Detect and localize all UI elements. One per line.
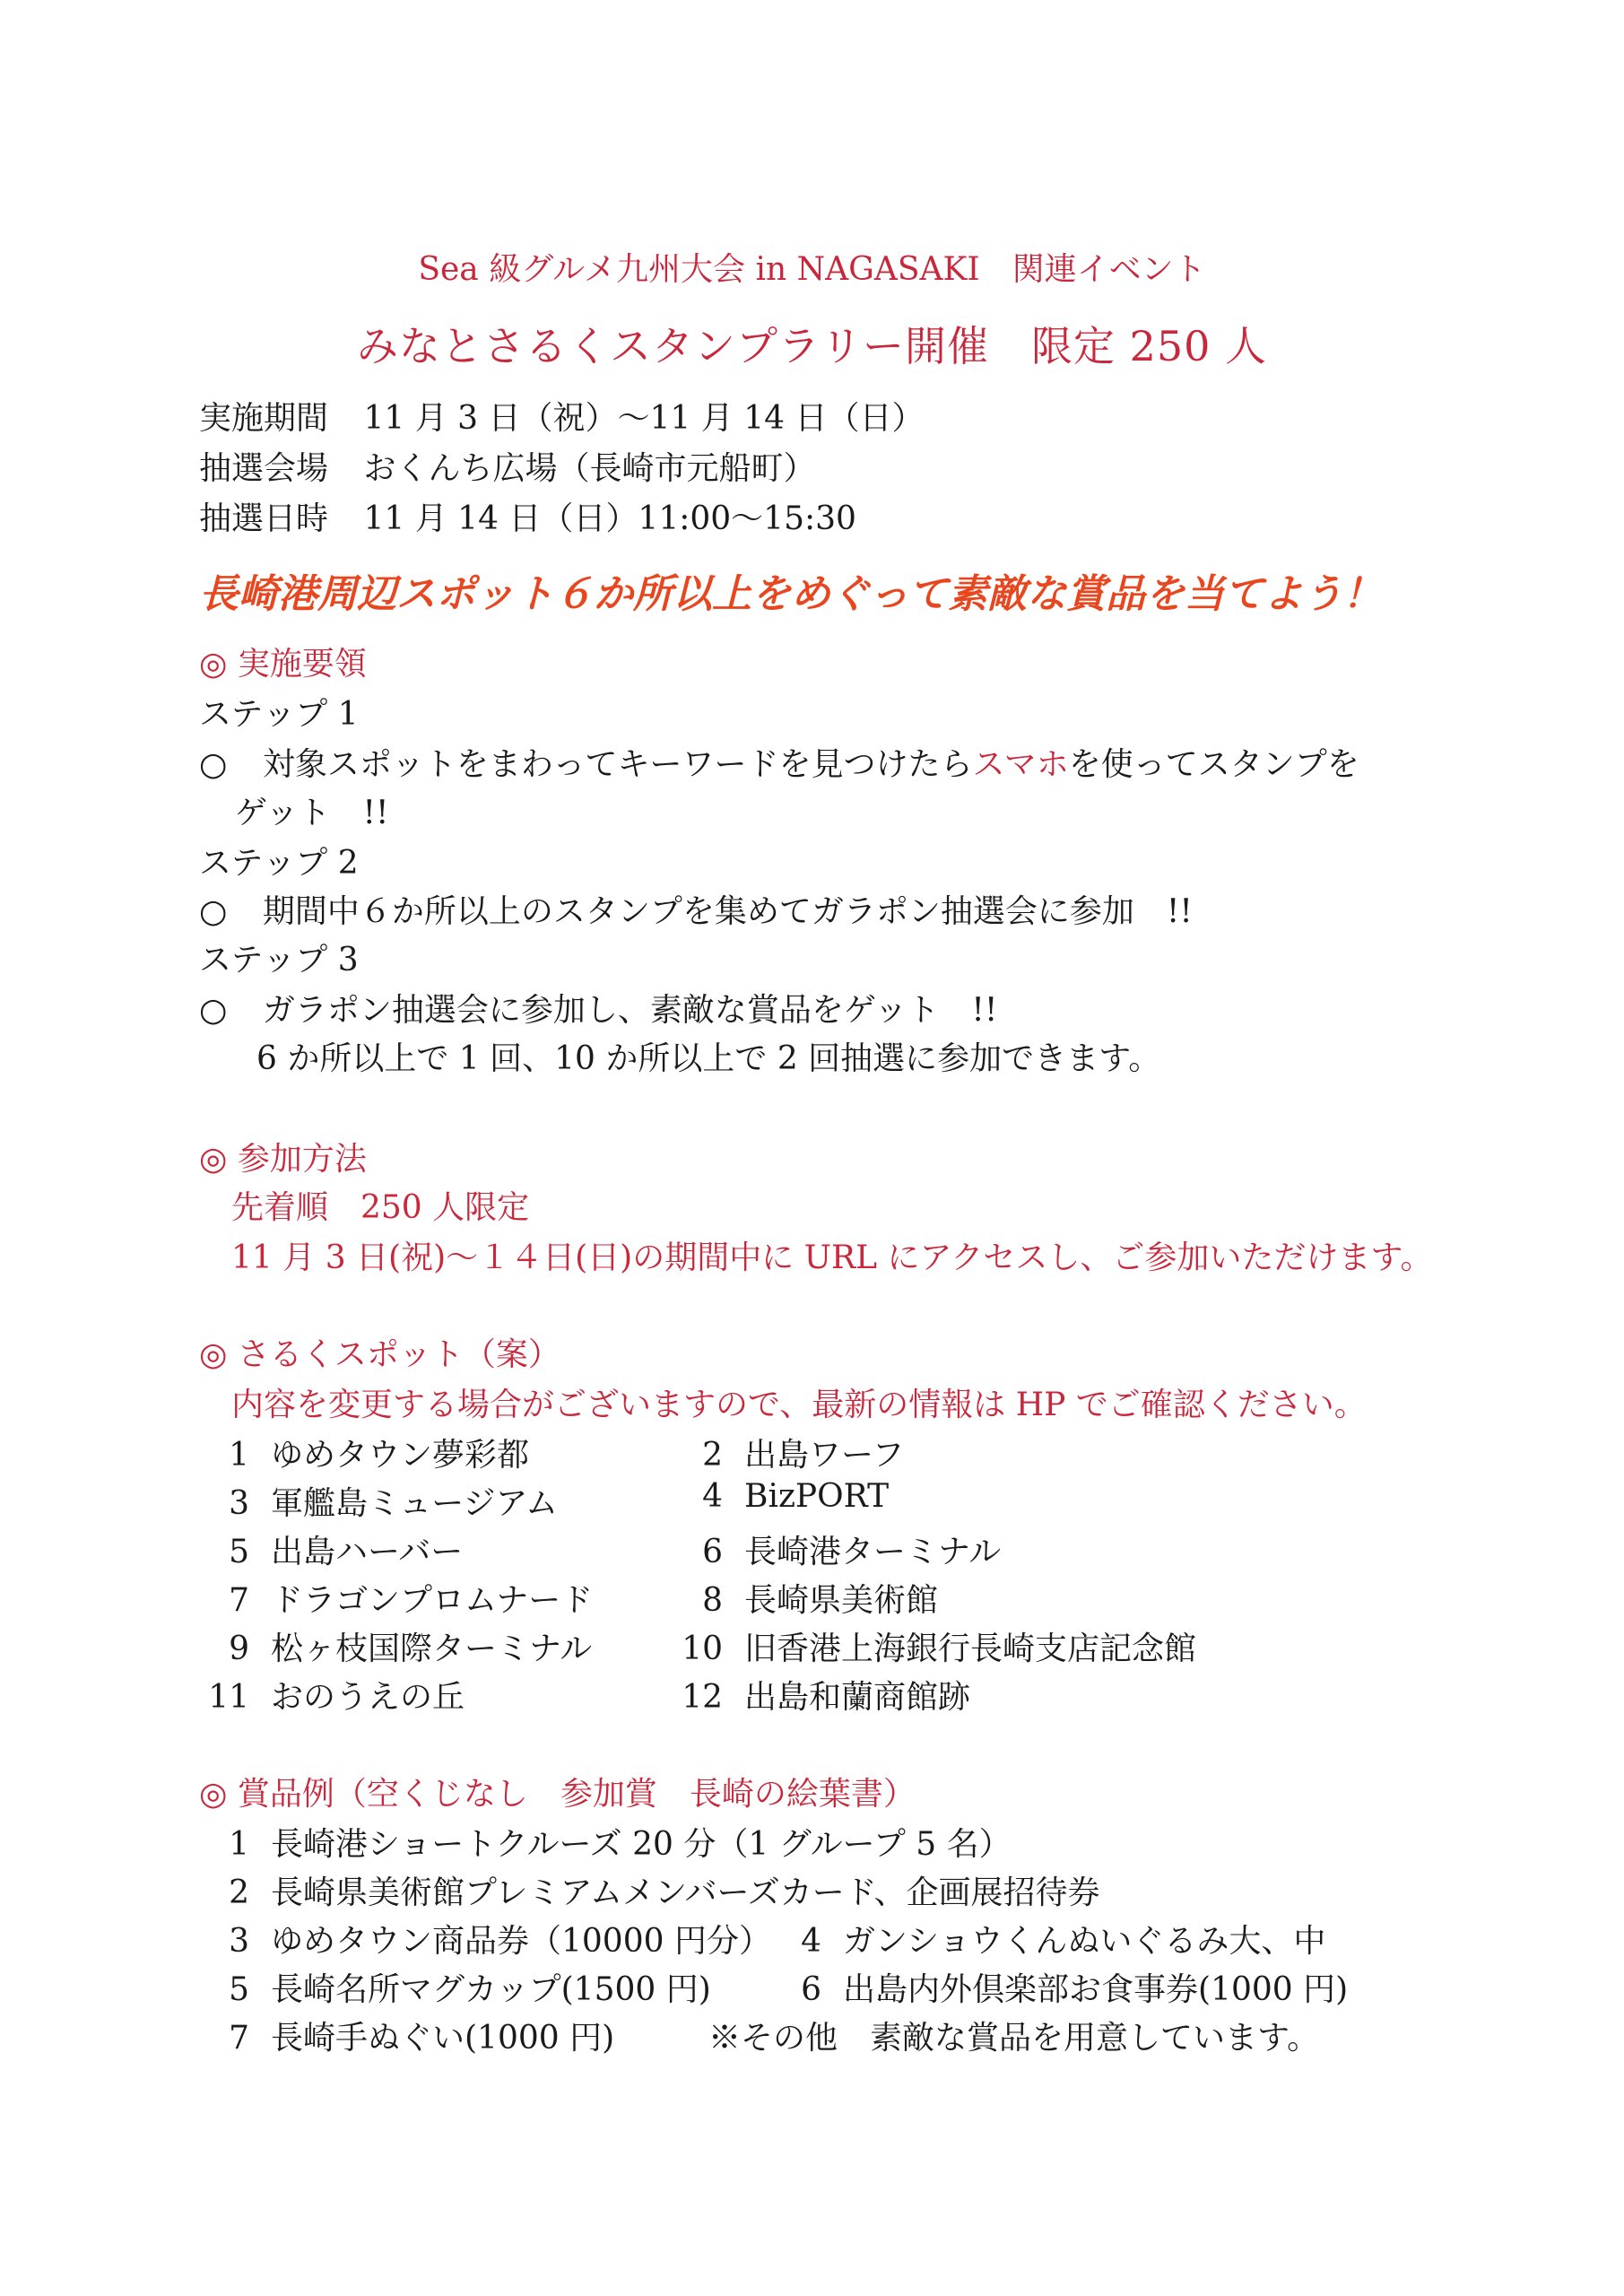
spot-num: 2 — [702, 1437, 723, 1474]
prize-num: 4 — [801, 1923, 821, 1960]
participation-limit: 先着順 250 人限定 — [231, 1189, 530, 1226]
prize-item — [199, 1867, 1099, 1913]
spot-num: 1 — [229, 1437, 249, 1474]
spot-name: 出島ワーフ — [744, 1437, 905, 1474]
info-label: 抽選日時 — [199, 500, 329, 537]
step1-title: ステップ 1 — [199, 696, 359, 733]
prize-num: 3 — [229, 1923, 249, 1960]
step1-text-c: ゲット !! — [235, 795, 389, 831]
spot-name: ゆめタウン夢彩都 — [271, 1437, 530, 1474]
spot-name: 長崎港ターミナル — [744, 1534, 1002, 1570]
step1-text — [199, 739, 1359, 785]
prize-num: 2 — [229, 1874, 249, 1911]
spot-num: 5 — [229, 1534, 249, 1570]
procedure-heading: ◎ 実施要領 — [199, 646, 367, 683]
prize-text: ガンショウくんぬいぐるみ大、中 — [843, 1923, 1326, 1960]
prize-num: 1 — [229, 1826, 249, 1863]
spot-item — [673, 1623, 1196, 1669]
prize-item — [771, 1916, 1325, 1961]
step1-highlight: スマホ — [972, 746, 1069, 783]
prize-text: 長崎県美術館プレミアムメンバーズカード、企画展招待券 — [271, 1874, 1100, 1911]
event-title: みなとさるくスタンプラリー開催 限定 250 人 — [356, 322, 1268, 370]
prize-item — [199, 2013, 614, 2058]
spot-num: 7 — [229, 1582, 249, 1619]
prize-text: 出島内外倶楽部お食事券(1000 円) — [843, 1971, 1349, 2008]
prize-num: 5 — [229, 1971, 249, 2008]
spot-item — [199, 1623, 592, 1669]
spot-item — [673, 1430, 904, 1475]
step2-body: 期間中６か所以上のスタンプを集めてガラポン抽選会に参加 !! — [262, 893, 1193, 930]
spot-item — [673, 1478, 889, 1515]
spot-item — [673, 1526, 1001, 1572]
spot-name: 出島ハーバー — [271, 1534, 464, 1570]
spot-name: ドラゴンプロムナード — [271, 1582, 594, 1619]
spot-name: 松ヶ枝国際ターミナル — [271, 1631, 593, 1667]
step1-text-a: 対象スポットをまわってキーワードを見つけたら — [262, 746, 973, 783]
spot-name: 長崎県美術館 — [744, 1582, 939, 1619]
info-datetime — [199, 493, 856, 539]
spot-item — [199, 1478, 558, 1524]
spot-num: 4 — [702, 1478, 723, 1515]
spot-name: 軍艦島ミュージアム — [271, 1485, 559, 1522]
spot-num: 9 — [229, 1631, 249, 1667]
tagline: 長崎港周辺スポット６か所以上をめぐって素敵な賞品を当てよう！ — [199, 571, 1383, 617]
prize-num: 7 — [229, 2020, 249, 2057]
info-value: おくんち広場（長崎市元船町） — [363, 450, 816, 487]
spot-item — [199, 1575, 593, 1621]
prize-item — [199, 1916, 771, 1961]
participation-heading: ◎ 参加方法 — [199, 1141, 367, 1178]
spot-num: 6 — [702, 1534, 723, 1570]
spot-name: おのうえの丘 — [271, 1679, 465, 1716]
spot-num: 3 — [229, 1485, 249, 1522]
prizes-other-note: ※その他 素敵な賞品を用意しています。 — [708, 2020, 1320, 2057]
spot-item — [199, 1672, 465, 1718]
step3-text — [199, 985, 997, 1031]
step3-title: ステップ 3 — [199, 942, 359, 978]
spot-name: 出島和蘭商館跡 — [744, 1679, 971, 1716]
info-label: 実施期間 — [199, 400, 329, 437]
spot-num: 12 — [682, 1679, 723, 1716]
step2-title: ステップ 2 — [199, 845, 359, 882]
step3-body: ガラポン抽選会に参加し、素敵な賞品をゲット !! — [262, 992, 998, 1029]
step1-text-b: を使ってスタンプを — [1068, 746, 1359, 783]
spot-num: 11 — [208, 1679, 249, 1716]
step2-text — [199, 886, 1193, 932]
prize-text: 長崎手ぬぐい(1000 円) — [271, 2020, 615, 2057]
prizes-heading: ◎ 賞品例（空くじなし 参加賞 長崎の絵葉書） — [199, 1776, 916, 1813]
spot-num: 10 — [682, 1631, 723, 1667]
spot-item — [673, 1672, 970, 1718]
spots-note: 内容を変更する場合がございますので、最新の情報は HP でご確認ください。 — [231, 1387, 1367, 1423]
spot-name: 旧香港上海銀行長崎支店記念館 — [744, 1631, 1197, 1667]
prize-text: 長崎港ショートクルーズ 20 分（1 グループ 5 名） — [271, 1826, 1012, 1863]
prize-item — [199, 1964, 711, 2010]
spot-item — [673, 1575, 938, 1621]
info-value: 11 月 3 日（祝）～11 月 14 日（日） — [363, 400, 925, 437]
prize-text: 長崎名所マグカップ(1500 円) — [271, 1971, 711, 2008]
spot-item — [199, 1526, 463, 1572]
prize-item — [771, 1964, 1348, 2010]
spot-item — [199, 1430, 529, 1475]
bullet: ○ — [199, 992, 228, 1029]
bullet: ○ — [199, 746, 228, 783]
participation-method: 11 月 3 日(祝)～１４日(日)の期間中に URL にアクセスし、ご参加いただけます。 — [231, 1239, 1433, 1276]
prize-text: ゆめタウン商品券（10000 円分） — [271, 1923, 771, 1960]
spots-heading: ◎ さるくスポット（案） — [199, 1336, 560, 1373]
spot-name: BizPORT — [744, 1478, 890, 1515]
prize-item — [199, 1819, 1012, 1865]
info-venue — [199, 443, 815, 489]
info-period — [199, 393, 924, 439]
step3-note: 6 か所以上で 1 回、10 か所以上で 2 回抽選に参加できます。 — [256, 1040, 1161, 1077]
spot-num: 8 — [702, 1582, 723, 1619]
prize-num: 6 — [801, 1971, 821, 2008]
event-subtitle: Sea 級グルメ九州大会 in NAGASAKI 関連イベント — [418, 251, 1206, 288]
info-value: 11 月 14 日（日）11:00～15:30 — [363, 500, 856, 537]
bullet: ○ — [199, 893, 228, 930]
info-label: 抽選会場 — [199, 450, 329, 487]
